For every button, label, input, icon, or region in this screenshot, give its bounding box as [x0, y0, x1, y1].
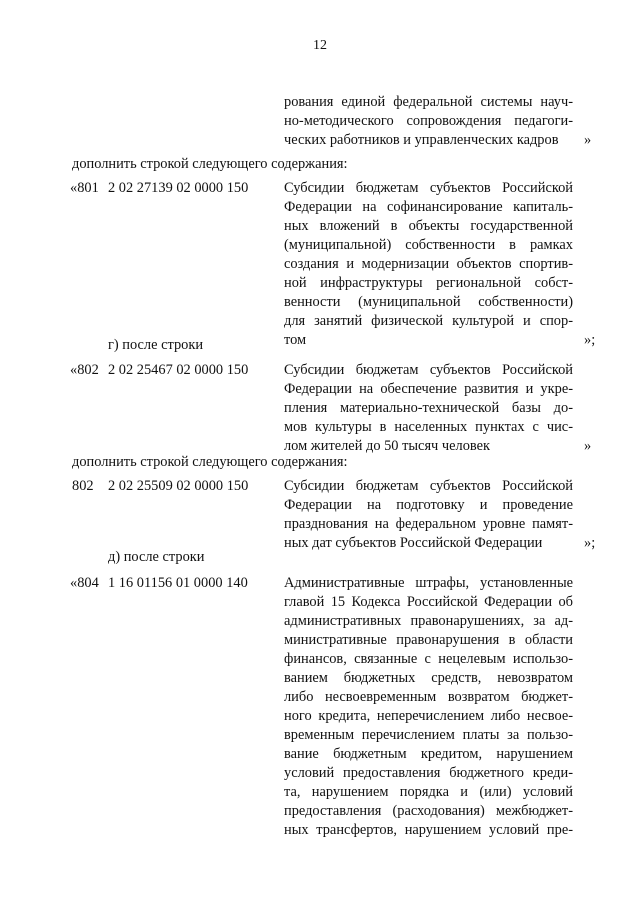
description-line: (муниципальной) собственности в рамках: [284, 237, 573, 253]
description-line: ного кредита, неперечислением либо несвое-: [284, 708, 573, 724]
description-line: лом жителей до 50 тысяч человек: [284, 438, 490, 454]
list-item-heading: г) после строки: [108, 337, 204, 353]
description-line: создания и модернизации объектов спортив-: [284, 256, 573, 272]
description-line: Административные штрафы, установленные: [284, 575, 573, 591]
closing-quote: »: [584, 438, 592, 454]
description-line: Субсидии бюджетам субъектов Российской: [284, 180, 573, 196]
description-line: ной инфраструктуры региональной собст-: [284, 275, 573, 291]
description-line: том: [284, 332, 307, 348]
continued-description: [284, 93, 573, 150]
description-line: предоставления (расходования) межбюджет-: [284, 803, 573, 819]
budget-code: 2 02 27139 02 0000 150: [108, 180, 249, 196]
description-line: для занятий физической культурой и спор-: [284, 313, 573, 329]
description-line: ванием бюджетных средств, невозвратом: [284, 670, 573, 686]
row-description: [284, 179, 573, 350]
description-line: финансов, связанные с нецелевым использо-: [284, 651, 573, 667]
row-number: «804: [70, 575, 99, 591]
description-line: ческих работников и управленческих кадров: [284, 132, 559, 148]
instruction-text: дополнить строкой следующего содержания:: [72, 156, 348, 172]
description-line: временным перечислением платы за пользо-: [284, 727, 573, 743]
description-line: мов культуры в населенных пунктах с чис-: [284, 419, 573, 435]
description-line: но-методического сопровождения педагоги-: [284, 113, 573, 129]
description-line: венности (муниципальной собственности): [284, 294, 573, 310]
row-number: «801: [70, 180, 99, 196]
description-line: либо несвоевременным возвратом бюджет-: [284, 689, 573, 705]
row-description: [284, 477, 573, 553]
description-line: министративные правонарушения в области: [284, 632, 573, 648]
description-line: вание бюджетным кредитом, нарушением: [284, 746, 573, 762]
description-line: ных трансфертов, нарушением условий пре-: [284, 822, 573, 838]
description-line: Федерации на обеспечение развития и укре-: [284, 381, 573, 397]
row-number: «802: [70, 362, 99, 378]
budget-code: 2 02 25509 02 0000 150: [108, 478, 249, 494]
description-line: ных вложений в объекты государственной: [284, 218, 573, 234]
description-line: пления материально-технической базы до-: [284, 400, 573, 416]
instruction-text: дополнить строкой следующего содержания:: [72, 454, 348, 470]
description-line: главой 15 Кодекса Российской Федерации об: [284, 594, 573, 610]
budget-code: 2 02 25467 02 0000 150: [108, 362, 249, 378]
description-line: Субсидии бюджетам субъектов Российской: [284, 362, 573, 378]
description-line: Субсидии бюджетам субъектов Российской: [284, 478, 573, 494]
description-line: Федерации на подготовку и проведение: [284, 497, 573, 513]
description-line: ных дат субъектов Российской Федерации: [284, 535, 543, 551]
description-line: празднования на федеральном уровне памят-: [284, 516, 573, 532]
row-number: 802: [72, 478, 94, 494]
row-description: [284, 574, 573, 840]
list-item-heading: д) после строки: [108, 549, 205, 565]
row-description: [284, 361, 573, 456]
description-line: рования единой федеральной системы науч-: [284, 94, 573, 110]
closing-quote: »: [584, 132, 592, 148]
description-line: условий предоставления бюджетного креди-: [284, 765, 573, 781]
budget-code: 1 16 01156 01 0000 140: [108, 575, 248, 591]
closing-quote: »;: [584, 535, 596, 551]
description-line: Федерации на софинансирование капиталь-: [284, 199, 573, 215]
description-line: та, нарушением порядка и (или) условий: [284, 784, 573, 800]
description-line: административных правонарушениях, за ад-: [284, 613, 573, 629]
page-number: 12: [313, 38, 327, 53]
closing-quote: »;: [584, 332, 596, 348]
